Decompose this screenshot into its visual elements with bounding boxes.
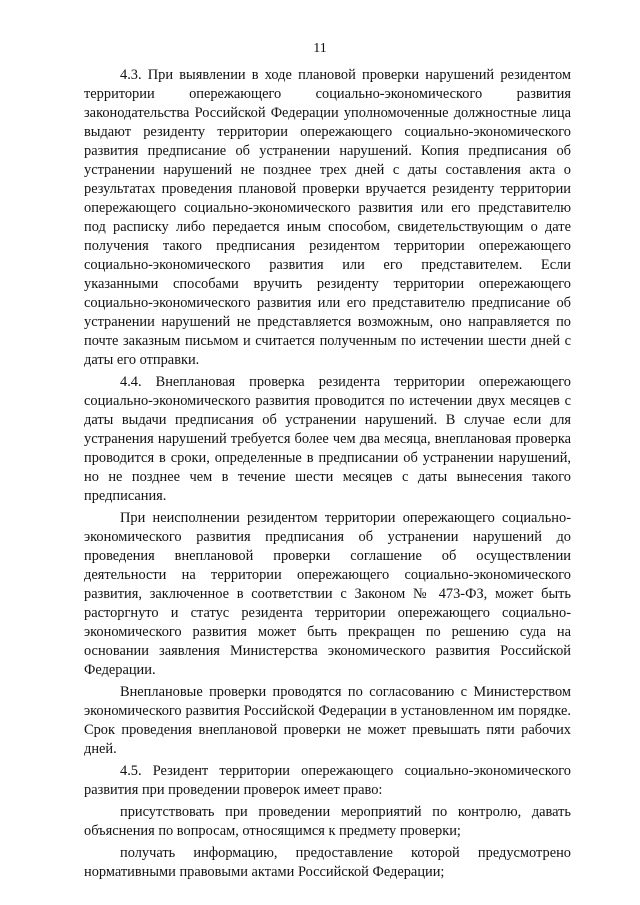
paragraph-4-5: 4.5. Резидент территории опережающего социально-экономического развития при проведении проверок имеет право:	[84, 763, 571, 798]
paragraph-non-compliance: При неисполнении резидентом территории опережающего социально-экономического развития предписания об устранении нарушений до проведения внеплановой проверки соглашение об осуществлении деятельности на территории опережающего социально-экономического развития, заключенное в соответствии с Законом № 473-ФЗ, может быть расторгнуто и статус резидента территории опережающего социально-экономического развития может быть прекращен по решению суда на основании заявления Министерства экономического развития Российской Федерации.	[84, 510, 571, 678]
document-body	[84, 66, 571, 885]
paragraph-right-information: получать информацию, предоставление которой предусмотрено нормативными правовыми актами Российской Федерации;	[84, 845, 571, 880]
page-number: 11	[313, 41, 327, 56]
paragraph-4-4: 4.4. Внеплановая проверка резидента территории опережающего социально-экономического развития проводится по истечении двух месяцев с даты выдачи предписания об устранении нарушений. В случае если для устранения нарушений требуется более чем два месяца, внеплановая проверка проводится в сроки, определенные в предписании об устранении нарушений, но не позднее чем в течение шести месяцев с даты вынесения такого предписания.	[84, 374, 571, 504]
paragraph-unscheduled-inspections: Внеплановые проверки проводятся по согласованию с Министерством экономического развития Российской Федерации в установленном им порядке. Срок проведения внеплановой проверки не может превышать пяти рабочих дней.	[84, 684, 571, 757]
paragraph-4-3: 4.3. При выявлении в ходе плановой проверки нарушений резидентом территории опережающего социально-экономического развития законодательства Российской Федерации уполномоченные должностные лица выдают резиденту территории опережающего социально-экономического развития предписание об устранении нарушений. Копия предписания об устранении нарушений не позднее трех дней с даты составления акта о результатах проведения плановой проверки вручается резиденту территории опережающего социально-экономического развития или его представителю под расписку либо передается иным способом, свидетельствующим о дате получения такого предписания резидентом территории опережающего социально-экономического развития или его представителем. Если указанными способами вручить резиденту территории опережающего социально-экономического развития или его представителю предписание об устранении нарушений не представляется возможным, оно направляется по почте заказным письмом и считается полученным по истечении шести дней с даты его отправки.	[84, 67, 571, 368]
paragraph-right-attend: присутствовать при проведении мероприятий по контролю, давать объяснения по вопросам, относящимся к предмету проверки;	[84, 804, 571, 839]
